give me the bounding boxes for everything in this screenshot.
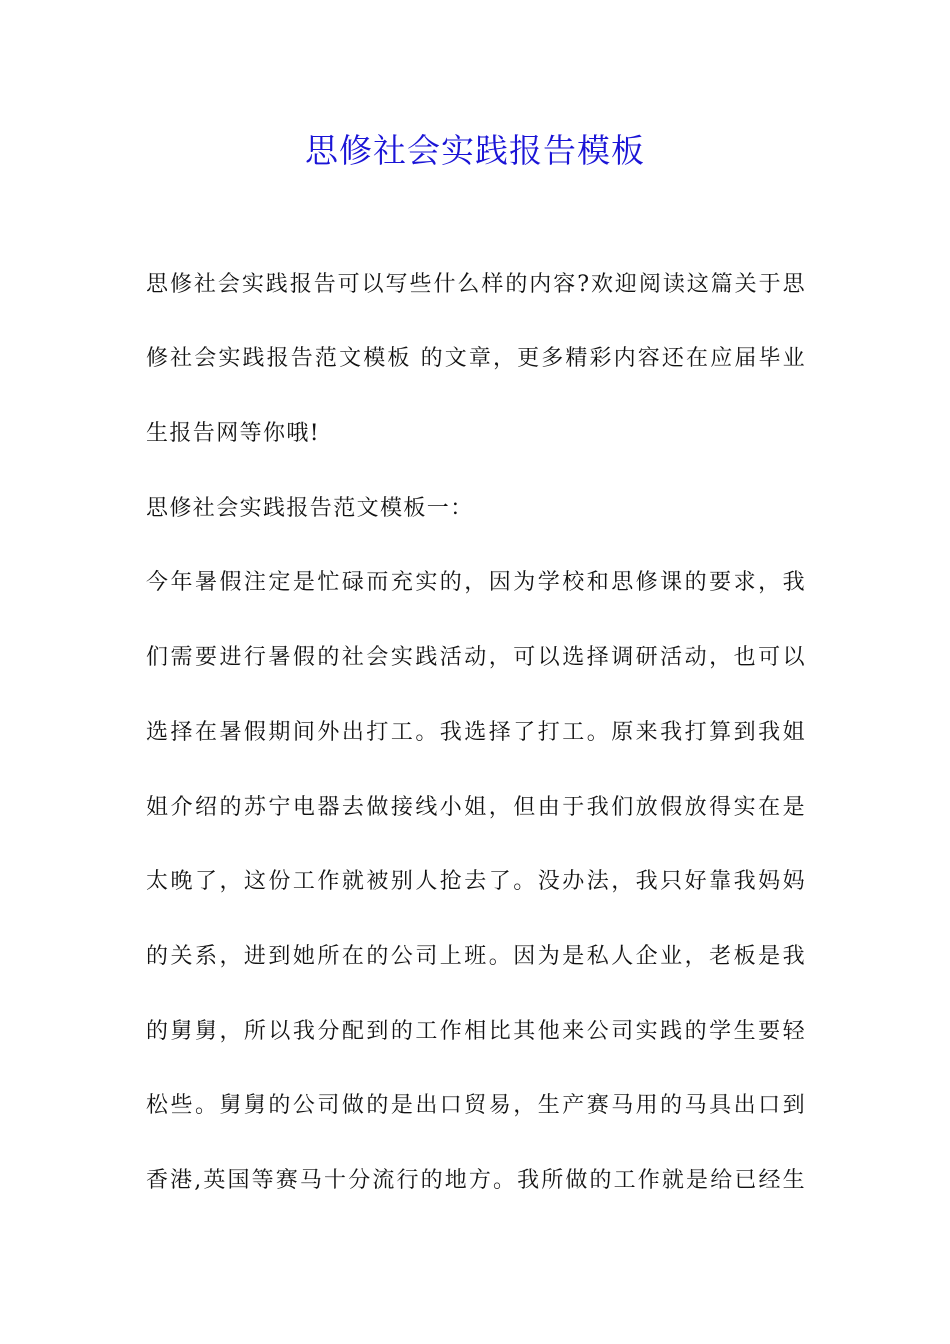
body-line-2: 们需要进行暑假的社会实践活动，可以选择调研活动，也可以: [146, 645, 806, 670]
body-line-3: 选择在暑假期间外出打工。我选择了打工。原来我打算到我姐: [146, 720, 806, 745]
body-line-8: 松些。舅舅的公司做的是出口贸易，生产赛马用的马具出口到: [146, 1093, 806, 1118]
body-line-9: 香港,英国等赛马十分流行的地方。我所做的工作就是给已经生: [146, 1168, 806, 1193]
body-line-4: 姐介绍的苏宁电器去做接线小姐，但由于我们放假放得实在是: [146, 795, 806, 820]
intro-line-1: 思修社会实践报告可以写些什么样的内容?欢迎阅读这篇关于思: [146, 272, 806, 297]
body-line-1: 今年暑假注定是忙碌而充实的，因为学校和思修课的要求，我: [146, 570, 806, 595]
section-heading: 思修社会实践报告范文模板一：: [146, 496, 474, 521]
intro-line-3: 生报告网等你哦!: [146, 421, 321, 446]
document-title: 思修社会实践报告模板: [305, 131, 645, 170]
body-line-6: 的关系，进到她所在的公司上班。因为是私人企业，老板是我: [146, 944, 806, 969]
intro-line-2: 修社会实践报告范文模板 的文章，更多精彩内容还在应届毕业: [146, 346, 806, 371]
body-line-7: 的舅舅，所以我分配到的工作相比其他来公司实践的学生要轻: [146, 1019, 806, 1044]
body-line-5: 太晚了，这份工作就被别人抢去了。没办法，我只好靠我妈妈: [146, 869, 806, 894]
